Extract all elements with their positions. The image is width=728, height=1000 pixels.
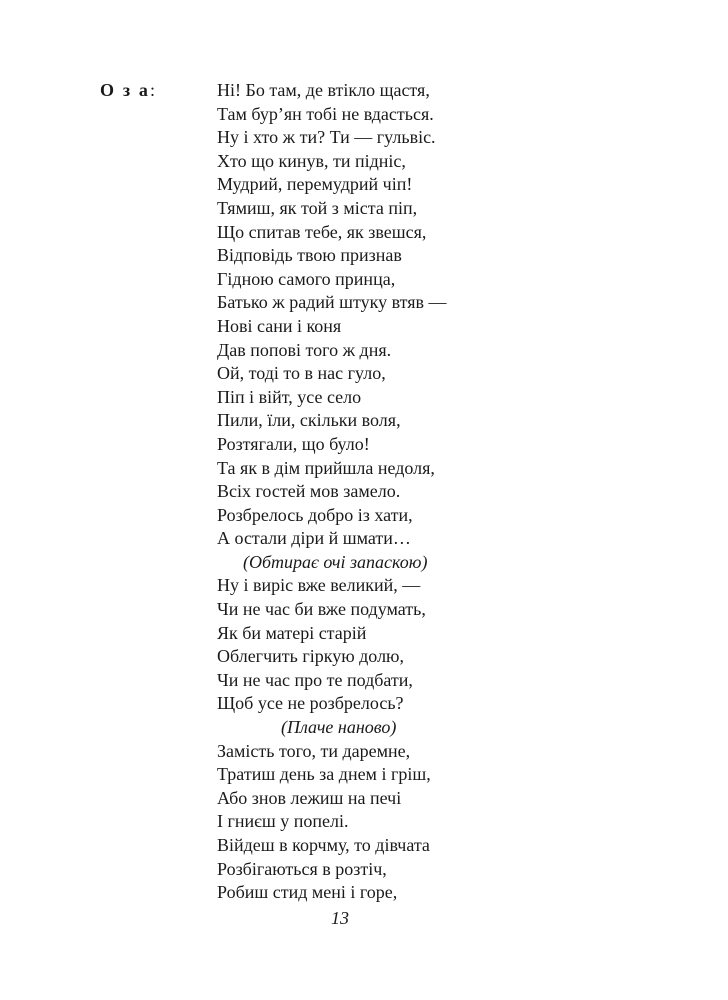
page-number-text: 13 <box>331 908 349 928</box>
verse-line: Чи не час про те подбати, <box>217 669 413 690</box>
verse-line: Всіх гостей мов замело. <box>217 481 401 502</box>
verse-line: Нові сани і коня <box>217 315 342 336</box>
verse-line: Ой, тоді то в нас гуло, <box>217 363 386 384</box>
verse-line: Батько ж радий штуку втяв — <box>217 292 447 313</box>
speaker-name: О з а <box>100 80 151 100</box>
verse-line: Або знов лежиш на печі <box>217 787 402 808</box>
verse-line: А остали діри й шмати… <box>217 528 411 549</box>
verse-line: Замість того, ти даремне, <box>217 740 411 761</box>
verse-line: Та як в дім прийшла недоля, <box>217 457 435 478</box>
verse-line: Гідною самого принца, <box>217 268 396 289</box>
verse-line: Розбігаються в розтіч, <box>217 858 387 879</box>
verse-line: Розтягали, що було! <box>217 433 370 454</box>
verse-line: Що спитав тебе, як звешся, <box>217 221 427 242</box>
verse-line: Тратиш день за днем і гріш, <box>217 764 431 785</box>
verse-line: Ну і виріс вже великий, — <box>217 575 421 596</box>
speaker-label <box>100 79 155 101</box>
verse-line: Як би матері старій <box>217 622 367 643</box>
verse-line: Тямиш, як той з міста піп, <box>217 197 418 218</box>
verse-line: Ні! Бо там, де втікло щастя, <box>217 80 430 100</box>
verse-line: Хто що кинув, ти підніс, <box>217 150 406 171</box>
verse-line: Розбрелось добро із хати, <box>217 504 413 525</box>
verse-block <box>217 79 617 905</box>
stage-direction: (Плаче наново) <box>281 717 397 738</box>
verse-line: Війдеш в корчму, то дівчата <box>217 835 430 855</box>
verse-line: Чи не час би вже подумать, <box>217 599 426 620</box>
verse-line: Піп і війт, усе село <box>217 386 362 407</box>
verse-line: Щоб усе не розбрелось? <box>217 693 404 714</box>
verse-line: Облегчить гіркую долю, <box>217 646 404 667</box>
verse-line: Пили, їли, скільки воля, <box>217 410 401 431</box>
verse-line: Робиш стид мені і горе, <box>217 882 398 903</box>
stage-direction: (Обтирає очі запаскою) <box>243 551 428 572</box>
verse-line: І гниєш у попелі. <box>217 811 349 832</box>
verse-line: Мудрий, перемудрий чіп! <box>217 174 413 195</box>
speaker-colon: : <box>150 80 156 100</box>
verse-line: Дав попові того ж дня. <box>217 339 392 360</box>
page-number <box>0 907 728 929</box>
verse-line: Відповідь твою признав <box>217 245 402 266</box>
verse-line: Там бур’ян тобі не вдасться. <box>217 103 434 124</box>
verse-line: Ну і хто ж ти? Ти — гульвіс. <box>217 127 436 148</box>
